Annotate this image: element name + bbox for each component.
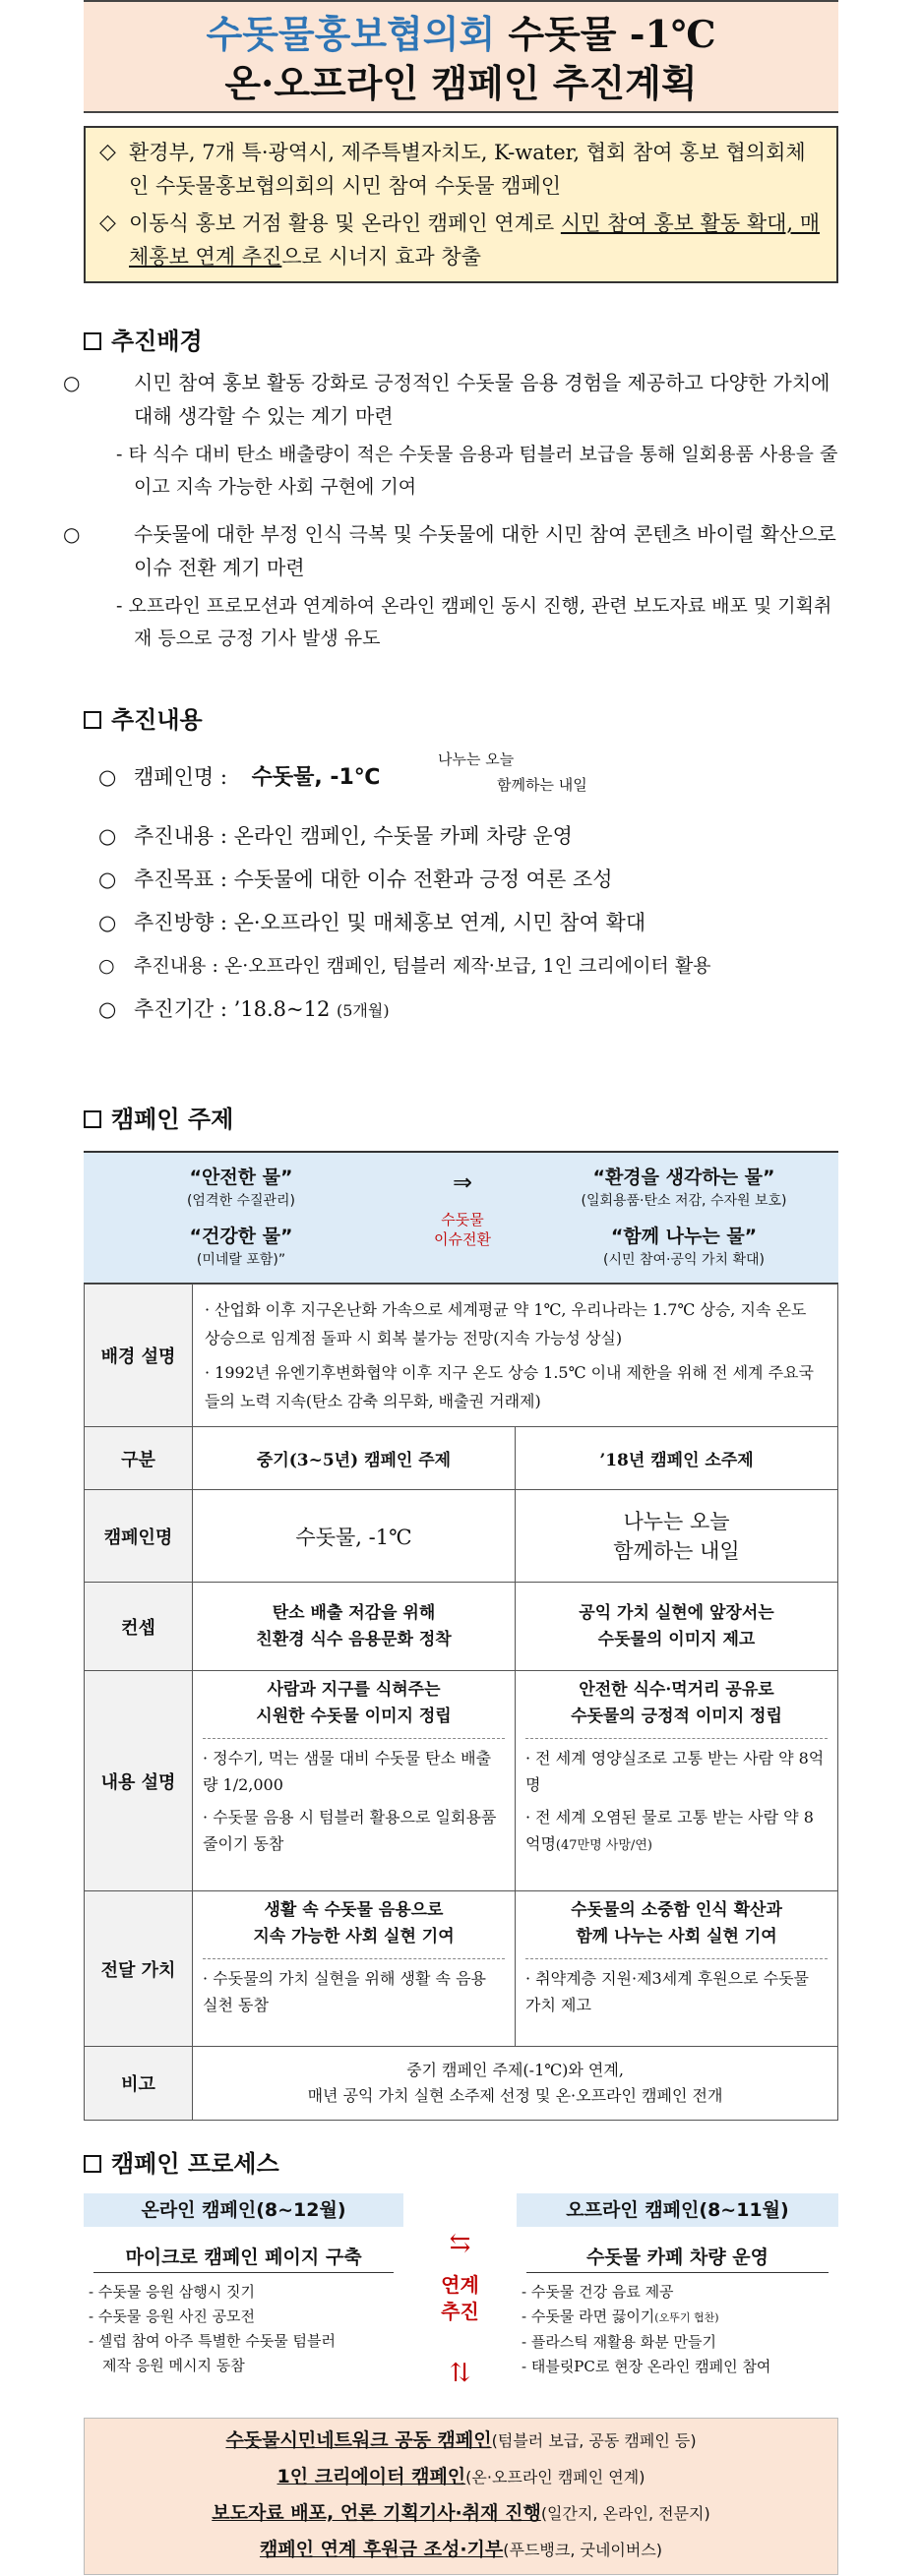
desc-right: 안전한 식수·먹거리 공유로 수돗물의 긍정적 이미지 정립 · 전 세계 영양실조로 고통 받는 사람 약 8억명 · 전 세계 오염된 물로 고통 받는 사람 약 8억명(47만명 사망/연)	[516, 1671, 838, 1891]
online-head: 온라인 캠페인(8~12월)	[84, 2193, 403, 2227]
table-row	[85, 1285, 838, 1427]
topic-healthy-water: “건강한 물”	[189, 1226, 293, 1247]
table-row	[85, 1583, 838, 1671]
bottom-summary	[84, 2418, 838, 2575]
content-list	[98, 750, 846, 1033]
bottom-line-3: 보도자료 배포, 언론 기획기사·취재 진행(일간지, 온라인, 전문지)	[212, 2502, 710, 2524]
process-link: 연계 추진	[441, 2273, 479, 2323]
topic-issue-shift: 수돗물 이슈전환	[434, 1211, 491, 1248]
header-left: 중기(3~5년) 캠페인 주제	[193, 1427, 516, 1490]
table-row	[85, 2047, 838, 2121]
name-left: 수돗물, -1℃	[193, 1490, 516, 1583]
topic-eco-water-sub: (일회용품·탄소 저감, 수자원 보호)	[581, 1193, 787, 1209]
list-item: - 태블릿PC로 현장 온라인 캠페인 참여	[522, 2358, 771, 2375]
title-org: 수돗물홍보협의회	[206, 13, 496, 56]
bottom-line-1: 수돗물시민네트워크 공동 캠페인(텀블러 보급, 공동 캠페인 등)	[225, 2429, 697, 2451]
background-point-2: ○ 수돗물에 대한 부정 인식 극복 및 수돗물에 대한 시민 참여 콘텐츠 바이럴 확산으로 이슈 전환 계기 마련	[63, 522, 836, 579]
topic-healthy-water-sub: (미네랄 포함)”	[196, 1252, 286, 1268]
list-item: - 수돗물 응원 사진 공모전	[89, 2307, 256, 2325]
campaign-side-2: 함께하는 내일	[497, 776, 587, 794]
section-process-heading: 캠페인 프로세스	[84, 2144, 279, 2179]
offline-title: 수돗물 카페 차량 운영	[585, 2247, 769, 2268]
list-item: - 수돗물 라면 끓이기(오뚜기 협찬)	[522, 2307, 719, 2325]
section-content-heading: 추진내용	[84, 700, 203, 735]
list-item: - 수돗물 건강 음료 제공	[522, 2283, 674, 2301]
section-background-heading: 추진배경	[84, 322, 203, 356]
desc-label: 내용 설명	[85, 1671, 193, 1891]
title-line2: 온·오프라인 캠페인 추진계획	[224, 61, 698, 105]
content-item-1: ○ 추진내용 : 온라인 캠페인, 수돗물 카페 차량 운영	[98, 824, 573, 848]
background-point-2-sub: - 오프라인 프로모션과 연계하여 온라인 캠페인 동시 진행, 관련 보도자료 배포 및 기획취재 등으로 긍정 기사 발생 유도	[116, 595, 832, 649]
concept-left: 탄소 배출 저감을 위해 친환경 식수 음용문화 정착	[193, 1583, 516, 1671]
title-campaign: 수돗물 -1℃	[495, 12, 716, 56]
header-label: 구분	[85, 1427, 193, 1490]
note-text: 중기 캠페인 주제(-1℃)와 연계, 매년 공익 가치 실현 소주제 선정 및 온·오프라인 캠페인 전개	[193, 2047, 838, 2121]
table-row	[85, 1490, 838, 1583]
diamond-icon: ◇	[99, 140, 116, 164]
deliver-label: 전달 가치	[85, 1891, 193, 2047]
topic-safe-water-sub: (엄격한 수질관리)	[186, 1193, 296, 1209]
bg-text: · 산업화 이후 지구온난화 가속으로 세계평균 약 1℃, 우리나라는 1.7℃ 상승, 지속 온도 상승으로 임계점 돌파 시 회복 불가능 전망(지속 가능성 상실) · 1992년 유엔기후변화협약 이후 지구 온도 상승 1.5℃ 이내 제한을 위해 전 세계 주요국들의 노력 지속(탄소 감축 의무화, 배출권 거래제)	[193, 1285, 838, 1427]
background-paragraphs	[63, 366, 838, 655]
deliver-left: 생활 속 수돗물 음용으로 지속 가능한 사회 실현 기여 · 수돗물의 가치 실현을 위해 생활 속 음용 실천 동참	[193, 1891, 516, 2047]
bidirectional-arrow-icon: ⇆	[449, 2229, 471, 2258]
topic-table	[84, 1284, 838, 2121]
bottom-line-4: 캠페인 연계 후원금 조성·기부(푸드뱅크, 굿네이버스)	[259, 2539, 663, 2560]
background-point-1-sub: - 타 식수 대비 탄소 배출량이 적은 수돗물 음용과 텀블러 보급을 통해 일회용품 사용을 줄이고 지속 가능한 사회 구현에 기여	[116, 444, 838, 498]
summary-box	[84, 126, 838, 283]
offline-items	[522, 2280, 838, 2379]
background-point-1: ○ 시민 참여 홍보 활동 강화로 긍정적인 수돗물 음용 경험을 제공하고 다양한 가치에 대해 생각할 수 있는 계기 마련	[63, 371, 830, 428]
header-right: ’18년 캠페인 소주제	[516, 1427, 838, 1490]
topic-sharing-water: “함께 나누는 물”	[610, 1226, 758, 1247]
topic-safe-water: “안전한 물”	[189, 1167, 293, 1188]
list-item: - 플라스틱 재활용 화분 만들기	[522, 2333, 717, 2351]
list-item: - 수돗물 응원 삼행시 짓기	[89, 2283, 256, 2301]
bg-label: 배경 설명	[85, 1285, 193, 1427]
table-row	[85, 1427, 838, 1490]
campaign-name: 수돗물, -1℃	[251, 765, 381, 790]
online-title: 마이크로 캠페인 페이지 구축	[125, 2247, 362, 2268]
summary-bullet-1: 환경부, 7개 특·광역시, 제주특별자치도, K-water, 협회 참여 홍보 협의회체인 수돗물홍보협의회의 시민 참여 수돗물 캠페인	[129, 141, 806, 198]
content-period: ○ 추진기간 : ’18.8~12 (5개월)	[98, 997, 390, 1021]
content-item-3: ○ 추진방향 : 온·오프라인 및 매체홍보 연계, 시민 참여 확대	[98, 911, 646, 934]
name-label: 캠페인명	[85, 1490, 193, 1583]
concept-label: 컨셉	[85, 1583, 193, 1671]
concept-right: 공익 가치 실현에 앞장서는 수돗물의 이미지 제고	[516, 1583, 838, 1671]
name-right: 나누는 오늘 함께하는 내일	[516, 1490, 838, 1583]
list-item: 제작 응원 메시지 동참	[102, 2357, 245, 2374]
note-label: 비고	[85, 2047, 193, 2121]
offline-head: 오프라인 캠페인(8~11월)	[517, 2193, 838, 2227]
document-title	[84, 0, 838, 113]
campaign-name-row: ○ 캠페인명 : 수돗물, -1℃ 나누는 오늘 함께하는 내일	[98, 755, 846, 814]
topic-summary	[84, 1151, 838, 1284]
summary-bullet-2: 이동식 홍보 거점 활용 및 온라인 캠페인 연계로 시민 참여 홍보 활동 확대, 매체홍보 연계 추진으로 시너지 효과 창출	[129, 211, 821, 269]
topic-sharing-water-sub: (시민 참여·공익 가치 확대)	[603, 1252, 765, 1268]
topic-eco-water: “환경을 생각하는 물”	[592, 1167, 775, 1188]
desc-left: 사람과 지구를 식혀주는 시원한 수돗물 이미지 정립 · 정수기, 먹는 샘물 대비 수돗물 탄소 배출량 1/2,000 · 수돗물 음용 시 텀블러 활용으로 일회용품 줄이기 동참	[193, 1671, 516, 1891]
right-arrow-icon: ⇒	[452, 1168, 473, 1196]
table-row	[85, 1891, 838, 2047]
vertical-arrow-icon: ⇅	[449, 2359, 471, 2388]
bottom-line-2: 1인 크리에이터 캠페인(온·오프라인 캠페인 연계)	[277, 2466, 645, 2487]
content-item-4: ○ 추진내용 : 온·오프라인 캠페인, 텀블러 제작·보급, 1인 크리에이터 활용	[98, 955, 711, 977]
campaign-side-1: 나누는 오늘	[438, 750, 515, 768]
online-items	[89, 2280, 403, 2378]
section-topic-heading: 캠페인 주제	[84, 1100, 233, 1134]
process-diagram	[84, 2193, 838, 2429]
diamond-icon: ◇	[99, 210, 116, 235]
deliver-right: 수돗물의 소중함 인식 확산과 함께 나누는 사회 실현 기여 · 취약계층 지원·제3세계 후원으로 수돗물 가치 제고	[516, 1891, 838, 2047]
table-row	[85, 1671, 838, 1891]
content-item-2: ○ 추진목표 : 수돗물에 대한 이슈 전환과 긍정 여론 조성	[98, 868, 613, 891]
list-item: - 셀럽 참여 아주 특별한 수돗물 텀블러	[89, 2332, 337, 2350]
